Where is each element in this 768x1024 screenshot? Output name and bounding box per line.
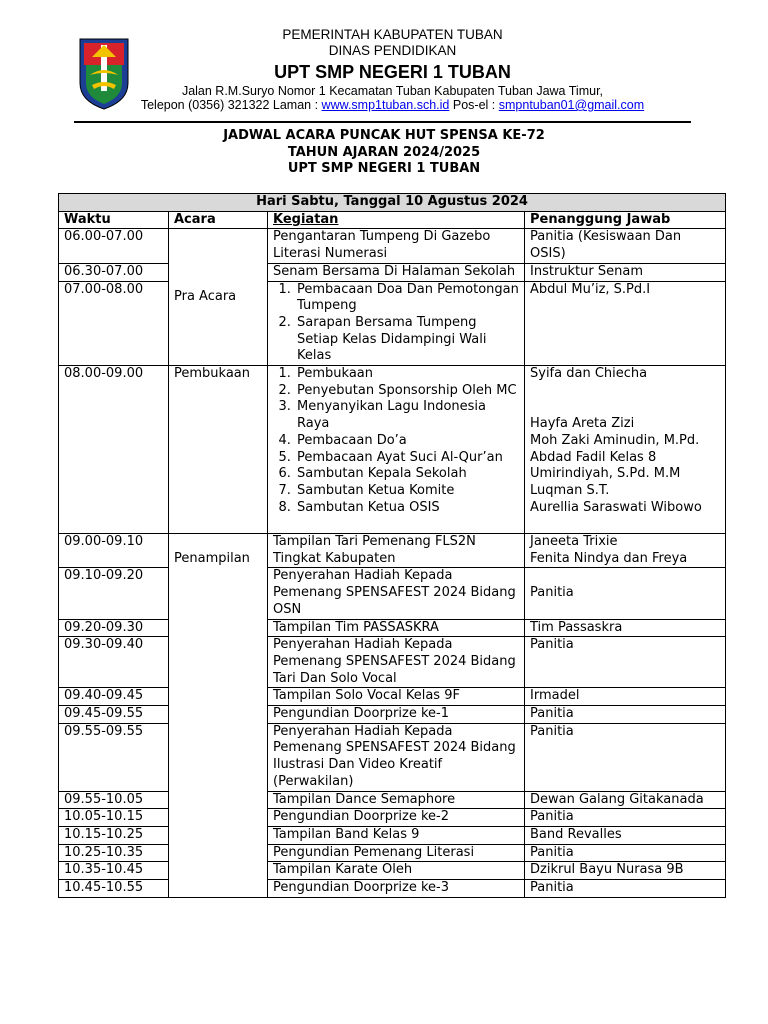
table-row: [59, 688, 726, 706]
title-line-3: UPT SMP NEGERI 1 TUBAN: [287, 161, 481, 176]
letterhead-department: DINAS PENDIDIKAN: [328, 43, 457, 58]
list-item: 1. Pembacaan Doa Dan Pemotongan Tumpeng: [295, 282, 519, 315]
list-item: 3. Menyanyikan Lagu Indonesia Raya: [295, 399, 519, 432]
email-link[interactable]: smpntuban01@gmail.com: [498, 98, 645, 112]
list-item: 6. Sambutan Kepala Sekolah: [295, 466, 519, 483]
cell-pj: [525, 534, 726, 568]
table-row: [59, 619, 726, 637]
table-row: [59, 366, 726, 534]
header-penanggung-jawab: Penanggung Jawab: [525, 211, 726, 229]
cell-pj: Dewan Galang Gitakanada: [525, 791, 726, 809]
pj-line: Janeeta Trixie: [530, 534, 618, 550]
website-link[interactable]: www.smp1tuban.sch.id: [321, 98, 450, 112]
spacer: [530, 399, 720, 416]
cell-pj: Panitia: [525, 637, 726, 688]
cell-pj: Panitia: [525, 723, 726, 791]
cell-kegiatan: Tampilan Solo Vocal Kelas 9F: [268, 688, 525, 706]
cell-kegiatan: [268, 281, 525, 366]
email-label: Pos-el :: [452, 98, 496, 112]
cell-kegiatan: Pengundian Doorprize ke-1: [268, 706, 525, 724]
cell-kegiatan: Senam Bersama Di Halaman Sekolah: [268, 263, 525, 281]
cell-kegiatan: Pengantaran Tumpeng Di Gazebo Literasi Numerasi: [268, 229, 525, 263]
cell-waktu: 10.25-10.35: [59, 844, 169, 862]
table-row: [59, 534, 726, 568]
table-row: [59, 706, 726, 724]
cell-acara-pembukaan: Pembukaan: [169, 366, 268, 534]
pj-line: Fenita Nindya dan Freya: [530, 550, 688, 566]
letterhead: [0, 0, 768, 126]
cell-pj: Panitia: [525, 568, 726, 619]
cell-pj: [525, 366, 726, 534]
cell-kegiatan: Tampilan Tim PASSASKRA: [268, 619, 525, 637]
cell-waktu: 08.00-09.00: [59, 366, 169, 534]
cell-pj: Instruktur Senam: [525, 263, 726, 281]
cell-waktu: 10.05-10.15: [59, 809, 169, 827]
table-row: [59, 809, 726, 827]
spacer: [273, 516, 519, 533]
cell-waktu: 09.20-09.30: [59, 619, 169, 637]
cell-pj: Tim Passaskra: [525, 619, 726, 637]
letterhead-address: Jalan R.M.Suryo Nomor 1 Kecamatan Tuban Kabupaten Tuban Jawa Timur,: [181, 84, 604, 98]
table-row: [59, 827, 726, 845]
cell-pj: Panitia: [525, 809, 726, 827]
cell-waktu: 09.00-09.10: [59, 534, 169, 568]
pj-line: Moh Zaki Aminudin, M.Pd.: [530, 432, 700, 448]
pj-line: Hayfa Areta Zizi: [530, 416, 635, 432]
pj-line: Luqman S.T.: [530, 482, 610, 498]
table-row: [59, 880, 726, 898]
pj-line: Syifa dan Chiecha: [530, 366, 648, 382]
pj-line: Umirindiyah, S.Pd. M.M: [530, 466, 681, 482]
cell-kegiatan: Pengundian Doorprize ke-3: [268, 880, 525, 898]
cell-kegiatan: Penyerahan Hadiah Kepada Pemenang SPENSAFEST 2024 Bidang Ilustrasi Dan Video Kreatif (Perwakilan): [268, 723, 525, 791]
table-row: [59, 281, 726, 366]
cell-kegiatan: Tampilan Dance Semaphore: [268, 791, 525, 809]
list-item: 2. Penyebutan Sponsorship Oleh MC: [295, 383, 519, 400]
cell-waktu: 10.15-10.25: [59, 827, 169, 845]
list-item: 2. Sarapan Bersama Tumpeng Setiap Kelas Didampingi Wali Kelas: [295, 315, 519, 365]
header-kegiatan: Kegiatan: [268, 211, 525, 229]
table-row: [59, 791, 726, 809]
cell-waktu: 09.10-09.20: [59, 568, 169, 619]
cell-acara-penampilan: [169, 534, 268, 898]
cell-waktu: 10.45-10.55: [59, 880, 169, 898]
table-row: [59, 862, 726, 880]
spacer: [530, 383, 720, 400]
cell-waktu: 06.00-07.00: [59, 229, 169, 263]
pj-line: Abdad Fadil Kelas 8: [530, 449, 657, 465]
cell-kegiatan: Tampilan Tari Pemenang FLS2N Tingkat Kabupaten: [268, 534, 525, 568]
cell-pj: Band Revalles: [525, 827, 726, 845]
cell-acara-pra: Pra Acara: [169, 229, 268, 366]
cell-pj: Dzikrul Bayu Nurasa 9B: [525, 862, 726, 880]
kegiatan-list: [273, 366, 519, 516]
cell-waktu: 10.35-10.45: [59, 862, 169, 880]
table-row: [59, 229, 726, 263]
header-acara: Acara: [169, 211, 268, 229]
schedule-table: [58, 193, 726, 898]
cell-pj: Panitia: [525, 880, 726, 898]
cell-pj: Panitia: [525, 706, 726, 724]
table-row: [59, 637, 726, 688]
list-item: 1. Pembukaan: [295, 366, 519, 383]
cell-waktu: 09.55-10.05: [59, 791, 169, 809]
list-item: 7. Sambutan Ketua Komite: [295, 483, 519, 500]
day-header-row: [59, 194, 726, 212]
cell-waktu: 09.30-09.40: [59, 637, 169, 688]
kegiatan-list: [273, 282, 519, 366]
cell-waktu: 09.45-09.55: [59, 706, 169, 724]
cell-pj: Panitia (Kesiswaan Dan OSIS): [525, 229, 726, 263]
cell-kegiatan: Penyerahan Hadiah Kepada Pemenang SPENSAFEST 2024 Bidang Tari Dan Solo Vocal: [268, 637, 525, 688]
cell-kegiatan: Tampilan Band Kelas 9: [268, 827, 525, 845]
cell-kegiatan: Pengundian Doorprize ke-2: [268, 809, 525, 827]
cell-waktu: 09.40-09.45: [59, 688, 169, 706]
cell-waktu: 06.30-07.00: [59, 263, 169, 281]
header-waktu: Waktu: [59, 211, 169, 229]
table-row: [59, 263, 726, 281]
table-row: [59, 568, 726, 619]
cell-kegiatan: Pengundian Pemenang Literasi: [268, 844, 525, 862]
cell-pj: Irmadel: [525, 688, 726, 706]
list-item: 4. Pembacaan Do’a: [295, 433, 519, 450]
phone-label: Telepon (0356) 321322 Laman :: [140, 98, 319, 112]
cell-kegiatan: Tampilan Karate Oleh: [268, 862, 525, 880]
letterhead-divider: [74, 121, 691, 123]
letterhead-government: PEMERINTAH KABUPATEN TUBAN: [282, 27, 503, 42]
cell-kegiatan: [268, 366, 525, 534]
document-title: [0, 128, 768, 178]
cell-pj: Abdul Mu’iz, S.Pd.I: [525, 281, 726, 366]
cell-waktu: 09.55-09.55: [59, 723, 169, 791]
cell-waktu: 07.00-08.00: [59, 281, 169, 366]
day-header: Hari Sabtu, Tanggal 10 Agustus 2024: [59, 194, 726, 212]
pj-line: Aurellia Saraswati Wibowo: [530, 499, 702, 515]
title-line-1: JADWAL ACARA PUNCAK HUT SPENSA KE-72: [223, 128, 545, 143]
spacer: [174, 534, 262, 551]
column-header-row: [59, 211, 726, 229]
letterhead-contact: [120, 98, 665, 112]
table-row: [59, 723, 726, 791]
title-line-2: TAHUN AJARAN 2024/2025: [287, 144, 481, 160]
list-item: 8. Sambutan Ketua OSIS: [295, 500, 519, 517]
list-item: 5. Pembacaan Ayat Suci Al-Qur’an: [295, 450, 519, 467]
cell-pj: Panitia: [525, 844, 726, 862]
letterhead-school-name: UPT SMP NEGERI 1 TUBAN: [274, 62, 511, 82]
acara-label: Penampilan: [174, 550, 250, 566]
cell-kegiatan: Penyerahan Hadiah Kepada Pemenang SPENSAFEST 2024 Bidang OSN: [268, 568, 525, 619]
table-row: [59, 844, 726, 862]
